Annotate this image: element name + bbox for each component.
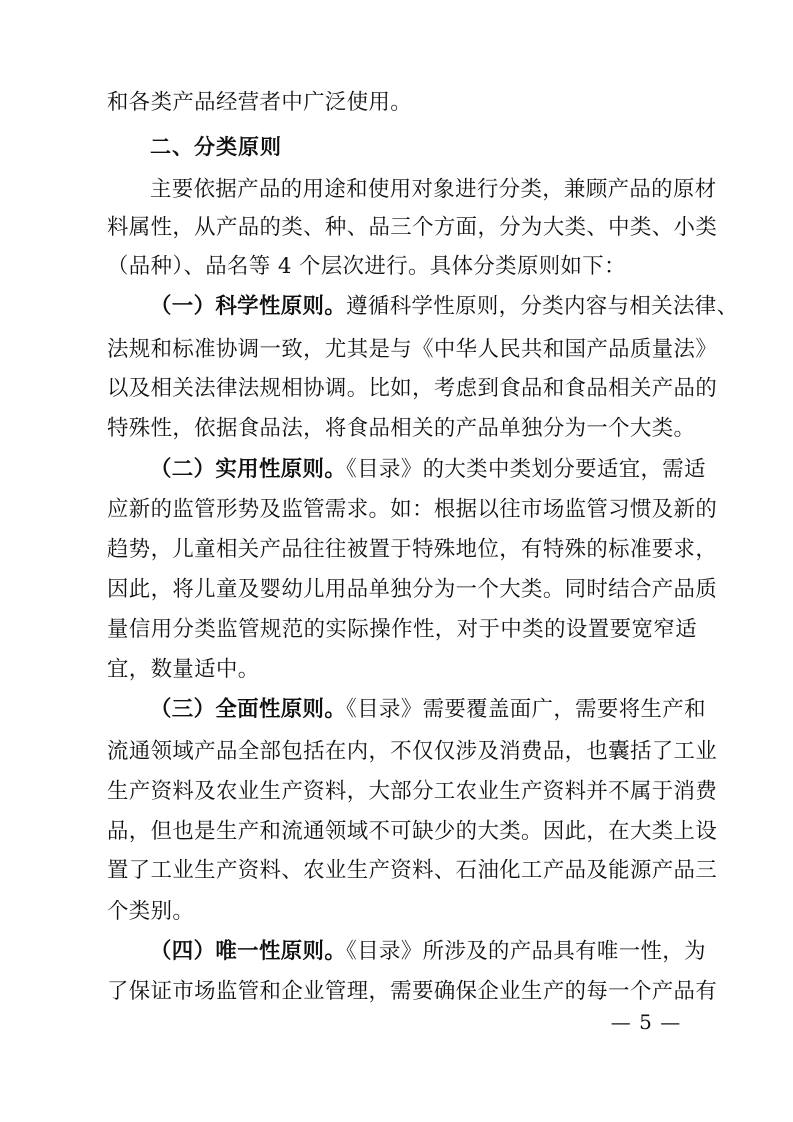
- text-line: 个类别。: [107, 899, 195, 924]
- text-line: 主要依据产品的用途和使用对象进行分类，兼顾产品的原材: [150, 177, 717, 202]
- principle-title: （二）实用性原则。: [150, 457, 347, 482]
- text-line: 流通领域产品全部包括在内，不仅仅涉及消费品，也囊括了工业: [107, 739, 718, 764]
- principle-text: 《目录》所涉及的产品具有唯一性，为: [346, 939, 706, 964]
- text-line: 应新的监管形势及监管需求。如：根据以往市场监管习惯及新的: [107, 497, 718, 522]
- principle-line: [150, 696, 706, 724]
- text-line: 生产资料及农业生产资料，大部分工农业生产资料并不属于消费: [107, 779, 718, 804]
- text-line: （品种）、品名等 4 个层次进行。具体分类原则如下：: [107, 254, 626, 279]
- principle-title: （一）科学性原则。: [150, 294, 347, 319]
- text-line: 量信用分类监管规范的实际操作性，对于中类的设置要宽窄适: [107, 617, 697, 642]
- principle-line: [150, 938, 706, 966]
- principle-text: 遵循科学性原则，分类内容与相关法律、: [346, 294, 739, 319]
- section-heading: 二、分类原则: [150, 135, 282, 159]
- principle-line: [150, 456, 706, 484]
- text-line: 料属性，从产品的类、种、品三个方面，分为大类、中类、小类: [107, 215, 718, 240]
- text-line: 置了工业生产资料、农业生产资料、石油化工产品及能源产品三: [107, 858, 718, 883]
- text-line: 特殊性，依据食品法，将食品相关的产品单独分为一个大类。: [107, 416, 696, 441]
- principle-line: [150, 293, 739, 321]
- principle-text: 《目录》的大类中类划分要适宜，需适: [346, 457, 706, 482]
- text-line: 宜，数量适中。: [107, 657, 260, 682]
- page-number: — 5 —: [610, 1010, 682, 1034]
- text-line: 因此，将儿童及婴幼儿用品单独分为一个大类。同时结合产品质: [107, 577, 718, 602]
- text-line: 法规和标准协调一致，尤其是与《中华人民共和国产品质量法》: [107, 337, 718, 362]
- principle-title: （三）全面性原则。: [150, 697, 347, 722]
- text-line: 和各类产品经营者中广泛使用。: [107, 90, 413, 115]
- text-line: 品，但也是生产和流通领域不可缺少的大类。因此，在大类上设: [107, 819, 718, 844]
- text-line: 了保证市场监管和企业管理，需要确保企业生产的每一个产品有: [107, 979, 718, 1004]
- principle-text: 《目录》需要覆盖面广，需要将生产和: [346, 697, 706, 722]
- text-line: 以及相关法律法规相协调。比如，考虑到食品和食品相关产品的: [107, 376, 718, 401]
- principle-title: （四）唯一性原则。: [150, 939, 347, 964]
- text-line: 趋势，儿童相关产品往往被置于特殊地位，有特殊的标准要求，: [107, 537, 718, 562]
